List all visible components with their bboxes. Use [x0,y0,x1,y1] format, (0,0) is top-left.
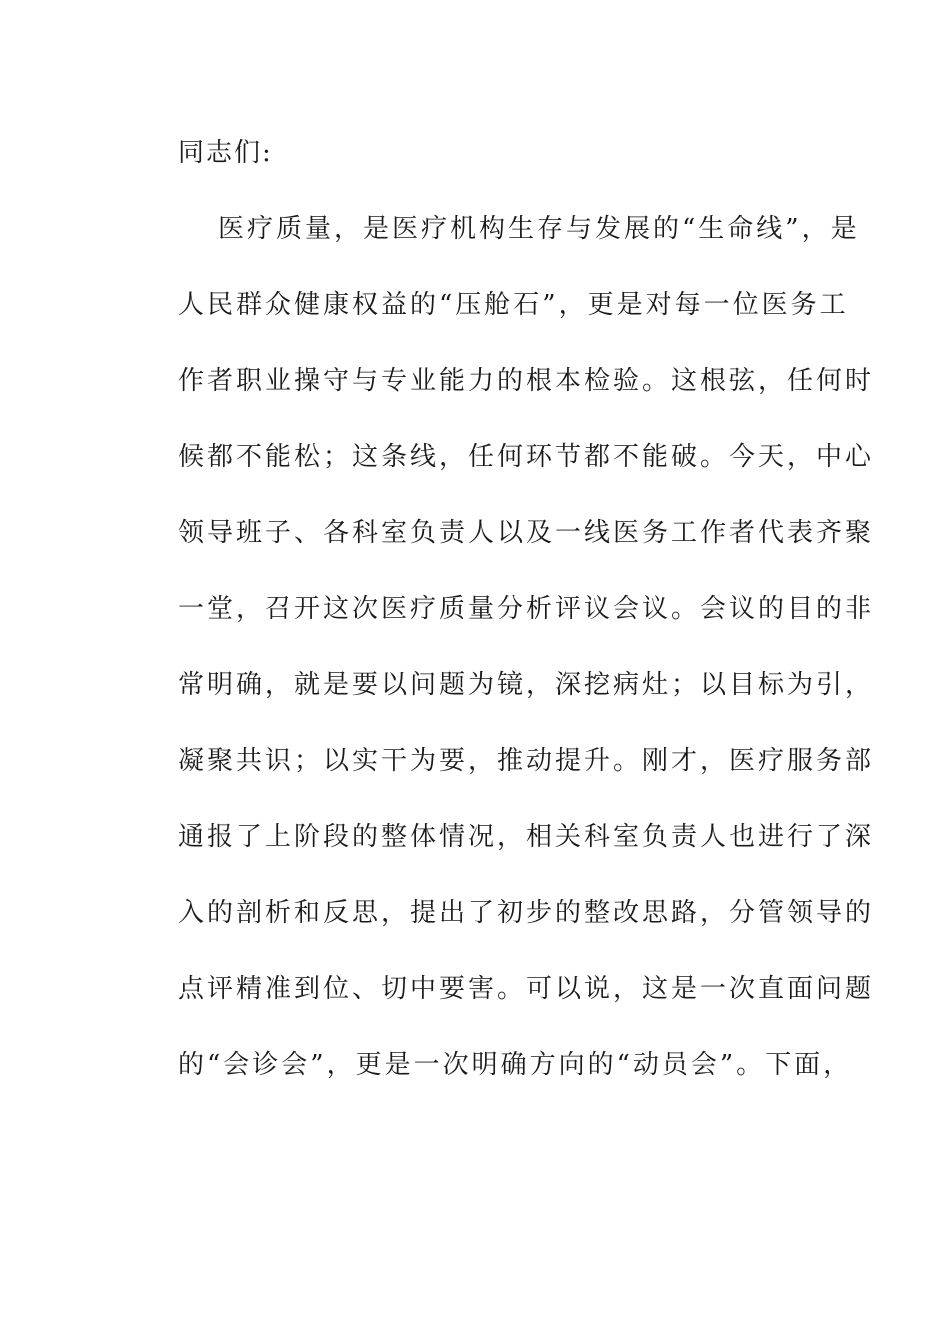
paragraph-line: 的“会诊会”，更是一次明确方向的“动员会”。下面， [178,1050,853,1080]
paragraph-line: 医疗质量，是医疗机构生存与发展的“生命线”，是 [218,214,860,244]
paragraph-line: 候都不能松；这条线，任何环节都不能破。今天，中心 [178,442,875,472]
salutation: 同志们: [178,138,273,168]
paragraph-line: 人民群众健康权益的“压舱石”，更是对每一位医务工 [178,290,849,320]
paragraph-line: 点评精准到位、切中要害。可以说，这是一次直面问题 [178,974,875,1004]
paragraph-line: 一堂，召开这次医疗质量分析评议会议。会议的目的非 [178,594,875,624]
paragraph-line: 作者职业操守与专业能力的根本检验。这根弦，任何时 [178,366,875,396]
speech-text [178,131,875,1119]
paragraph-line: 领导班子、各科室负责人以及一线医务工作者代表齐聚 [178,518,875,548]
paragraph-line: 凝聚共识；以实干为要，推动提升。刚才，医疗服务部 [178,746,875,776]
paragraph-line: 常明确，就是要以问题为镜，深挖病灶；以目标为引， [178,670,875,700]
paragraph-line: 通报了上阶段的整体情况，相关科室负责人也进行了深 [178,822,875,852]
paragraph-line: 入的剖析和反思，提出了初步的整改思路，分管领导的 [178,898,875,928]
